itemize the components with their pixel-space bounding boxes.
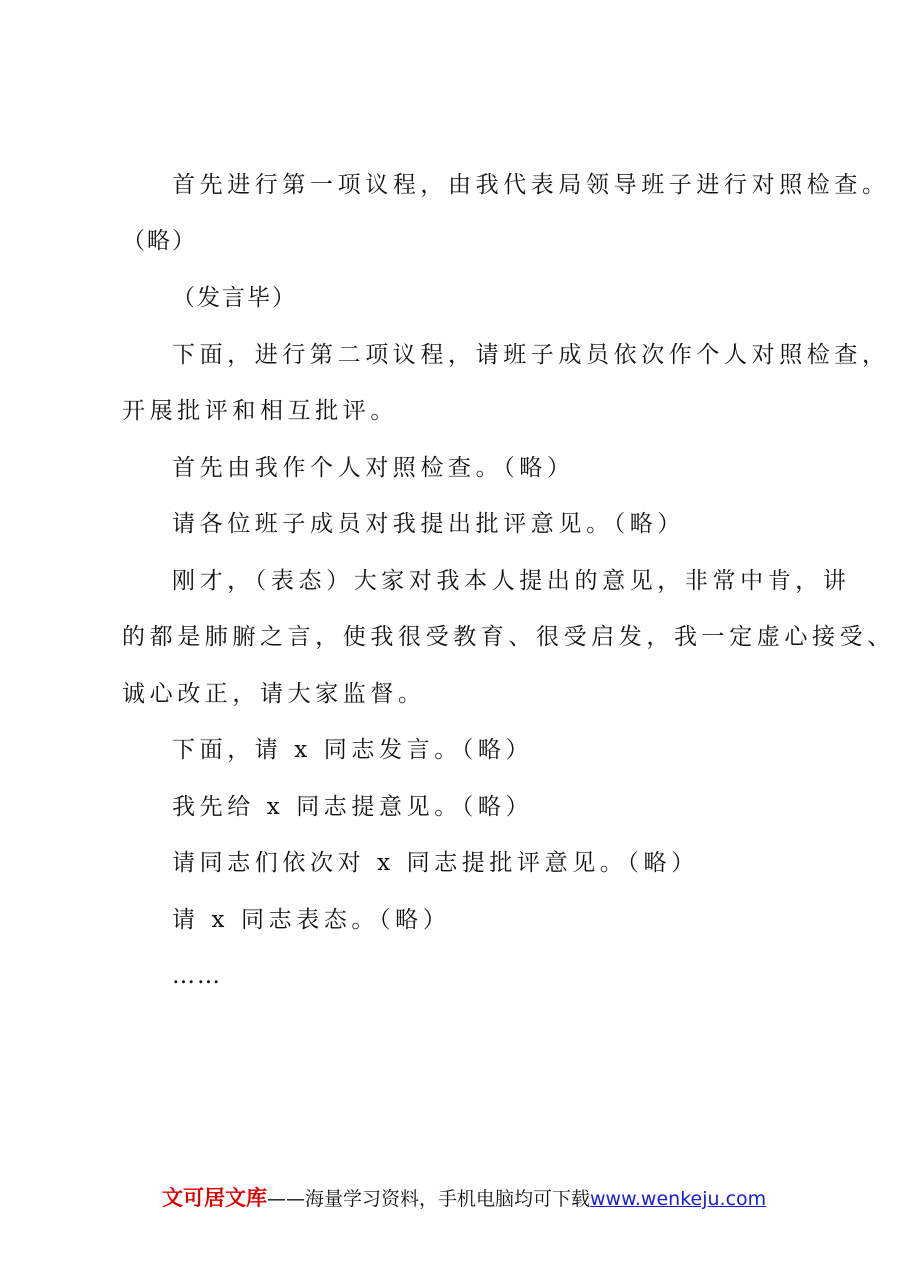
paragraph-line-12: 我先给 x 同志提意见。（略）: [172, 794, 534, 820]
paragraph-line-7: 请各位班子成员对我提出批评意见。（略）: [172, 511, 685, 537]
paragraph-line-1: 首先进行第一项议程，由我代表局领导班子进行对照检查。: [172, 172, 890, 198]
paragraph-line-5: 开展批评和相互批评。: [122, 398, 398, 424]
paragraph-line-4: 下面，进行第二项议程，请班子成员依次作个人对照检查，: [172, 342, 890, 368]
paragraph-line-8: 刚才，（表态）大家对我本人提出的意见，非常中肯，讲: [172, 568, 851, 594]
footer-website-link[interactable]: www.wenkeju.com: [590, 1188, 767, 1210]
paragraph-line-13: 请同志们依次对 x 同志提批评意见。（略）: [172, 850, 699, 876]
ellipsis-line: ……: [172, 963, 222, 989]
footer-banner: [162, 1184, 766, 1213]
paragraph-line-9: 的都是肺腑之言，使我很受教育、很受启发，我一定虚心接受、: [122, 624, 895, 650]
paragraph-line-14: 请 x 同志表态。（略）: [172, 907, 451, 933]
paragraph-line-10: 诚心改正，请大家监督。: [122, 681, 426, 707]
footer-slogan: ——海量学习资料，手机电脑均可下载: [267, 1188, 591, 1210]
paragraph-line-3: （发言毕）: [172, 285, 297, 311]
paragraph-line-2: （略）: [122, 228, 197, 254]
paragraph-line-11: 下面，请 x 同志发言。（略）: [172, 737, 534, 763]
paragraph-line-6: 首先由我作个人对照检查。（略）: [172, 455, 575, 481]
footer-brand: 文可居文库: [162, 1186, 267, 1210]
